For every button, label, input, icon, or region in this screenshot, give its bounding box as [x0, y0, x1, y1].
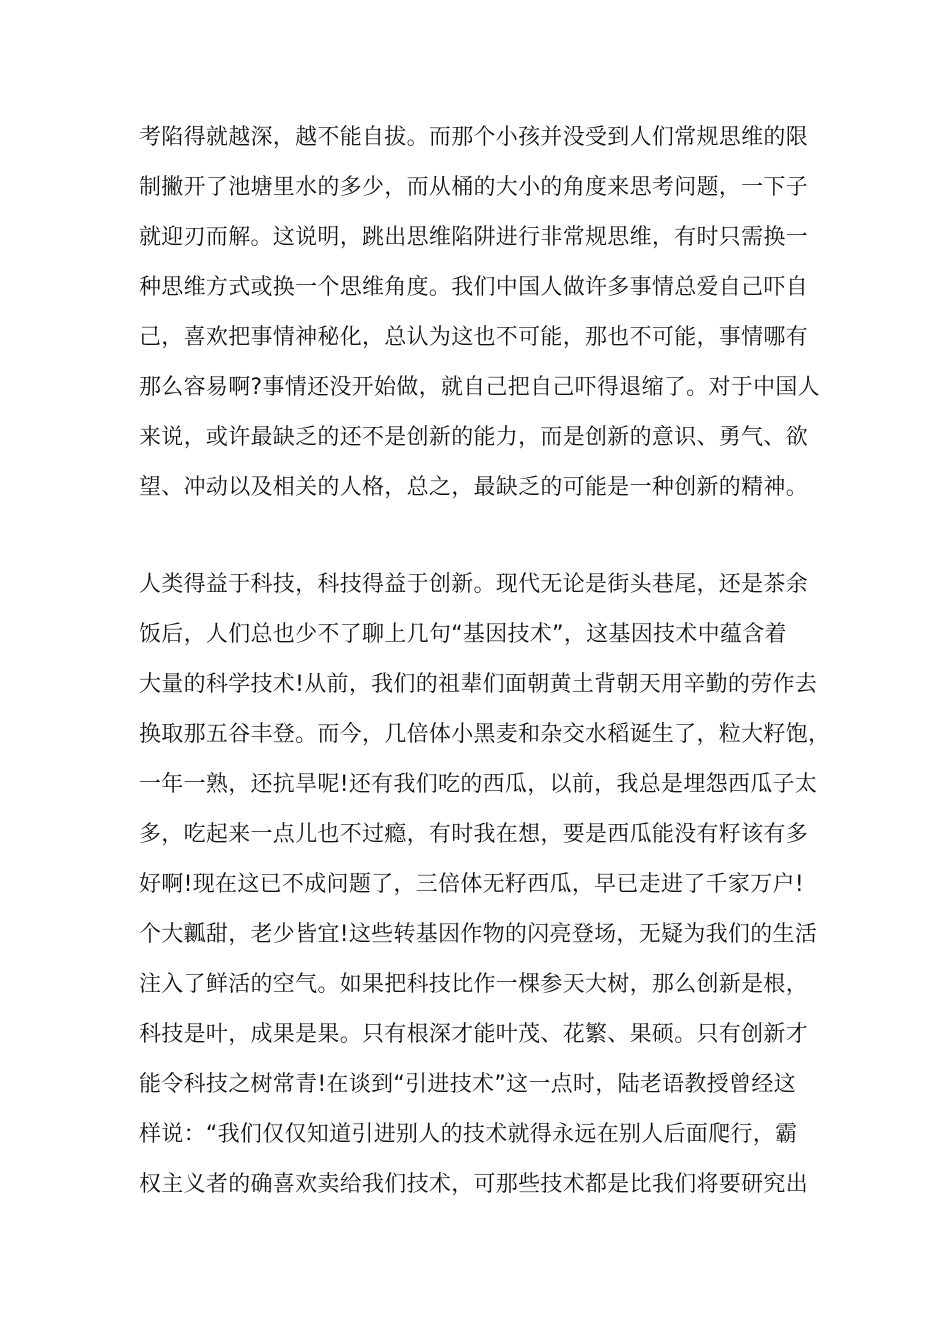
text-line: 换取那五谷丰登。而今，几倍体小黑麦和杂交水稻诞生了，粒大籽饱， — [139, 722, 831, 747]
text-line: 考陷得就越深，越不能自拔。而那个小孩并没受到人们常规思维的限 — [139, 125, 809, 150]
text-line: 多，吃起来一点儿也不过瘾，有时我在想，要是西瓜能没有籽该有多 — [139, 822, 809, 847]
text-line: 个大瓤甜，老少皆宜!这些转基因作物的闪亮登场，无疑为我们的生活 — [139, 922, 818, 947]
text-line: 制撇开了池塘里水的多少，而从桶的大小的角度来思考问题，一下子 — [139, 175, 809, 200]
text-line: 权主义者的确喜欢卖给我们技术，可那些技术都是比我们将要研究出 — [139, 1172, 809, 1197]
text-line: 大量的科学技术!从前，我们的祖辈们面朝黄土背朝天用辛勤的劳作去 — [139, 672, 818, 697]
paragraph-2 — [139, 560, 829, 1210]
text-line: 人类得益于科技，科技得益于创新。现代无论是街头巷尾，还是茶余 — [139, 572, 809, 597]
text-line: 注入了鲜活的空气。如果把科技比作一棵参天大树，那么创新是根， — [139, 972, 809, 997]
text-line: 望、冲动以及相关的人格，总之，最缺乏的可能是一种创新的精神。 — [139, 475, 809, 500]
text-line: 能令科技之树常青!在谈到“引进技术”这一点时，陆老语教授曾经这 — [139, 1072, 796, 1097]
text-line: 那么容易啊?事情还没开始做，就自己把自己吓得退缩了。对于中国人 — [139, 375, 820, 400]
paragraph-1 — [139, 113, 829, 513]
text-line: 好啊!现在这已不成问题了，三倍体无籽西瓜，早已走进了千家万户! — [139, 872, 804, 897]
text-line: 就迎刃而解。这说明，跳出思维陷阱进行非常规思维，有时只需换一 — [139, 225, 809, 250]
text-line: 一年一熟，还抗旱呢!还有我们吃的西瓜，以前，我总是埋怨西瓜子太 — [139, 772, 818, 797]
text-line: 饭后，人们总也少不了聊上几句“基因技术”，这基因技术中蕴含着 — [139, 622, 787, 647]
text-line: 己，喜欢把事情神秘化，总认为这也不可能，那也不可能，事情哪有 — [139, 325, 809, 350]
text-line: 来说，或许最缺乏的还不是创新的能力，而是创新的意识、勇气、欲 — [139, 425, 809, 450]
text-line: 科技是叶，成果是果。只有根深才能叶茂、花繁、果硕。只有创新才 — [139, 1022, 809, 1047]
text-line: 样说：“我们仅仅知道引进别人的技术就得永远在别人后面爬行，霸 — [139, 1122, 798, 1147]
text-line: 种思维方式或换一个思维角度。我们中国人做许多事情总爱自己吓自 — [139, 275, 809, 300]
